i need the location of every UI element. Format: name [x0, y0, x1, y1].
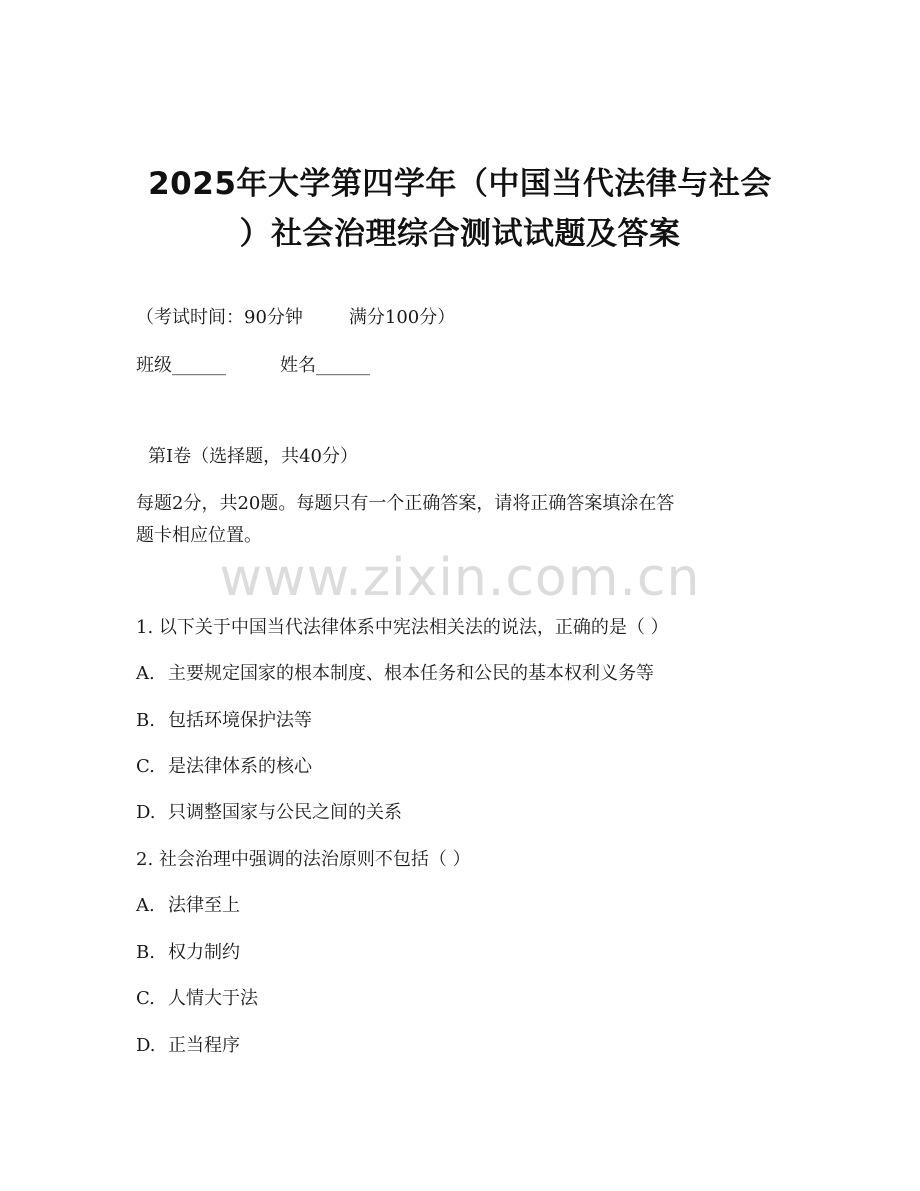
- section-instructions-line-2: 题卡相应位置。: [136, 525, 262, 546]
- question-2-stem: 2. 社会治理中强调的法治原则不包括（ ）: [136, 849, 471, 870]
- option-letter: B.: [136, 942, 155, 963]
- option-letter: C.: [136, 988, 155, 1009]
- option-text: 包括环境保护法等: [168, 710, 312, 731]
- option-text: 主要规定国家的根本制度、根本任务和公民的基本权利义务等: [168, 663, 654, 684]
- option-letter: D.: [136, 1035, 156, 1056]
- question-2-option-a: [136, 891, 240, 917]
- option-text: 权力制约: [168, 942, 240, 963]
- option-text: 人情大于法: [168, 988, 258, 1009]
- question-1-stem: 1. 以下关于中国当代法律体系中宪法相关法的说法，正确的是（ ）: [136, 617, 669, 638]
- question-2-option-b: [136, 938, 240, 964]
- option-text: 正当程序: [168, 1035, 240, 1056]
- question-1-option-a: [136, 659, 654, 685]
- option-letter: D.: [136, 802, 156, 823]
- question-1-option-d: [136, 798, 402, 824]
- option-text: 法律至上: [168, 895, 240, 916]
- question-2-option-d: [136, 1031, 240, 1057]
- class-field-label: 班级______: [136, 355, 226, 376]
- student-info: [136, 351, 370, 377]
- question-2-option-c: [136, 984, 258, 1010]
- option-letter: A.: [136, 895, 155, 916]
- option-letter: C.: [136, 756, 155, 777]
- option-letter: B.: [136, 710, 155, 731]
- option-letter: A.: [136, 663, 155, 684]
- question-1-option-c: [136, 752, 312, 778]
- exam-info: [136, 303, 455, 329]
- section-heading: 第I卷（选择题，共40分）: [148, 446, 359, 467]
- option-text: 只调整国家与公民之间的关系: [168, 802, 402, 823]
- exam-time: （考试时间：90分钟: [136, 307, 303, 328]
- exam-full-score: 满分100分）: [348, 307, 456, 328]
- question-1-option-b: [136, 706, 312, 732]
- document-title-line-2: ）社会治理综合测试试题及答案: [239, 216, 681, 252]
- document-title-line-1: 2025年大学第四学年（中国当代法律与社会: [148, 166, 772, 202]
- option-text: 是法律体系的核心: [168, 756, 312, 777]
- watermark: www.zixin.com.cn: [219, 548, 701, 608]
- name-field-label: 姓名______: [280, 355, 370, 376]
- section-instructions-line-1: 每题2分，共20题。每题只有一个正确答案，请将正确答案填涂在答: [136, 493, 675, 514]
